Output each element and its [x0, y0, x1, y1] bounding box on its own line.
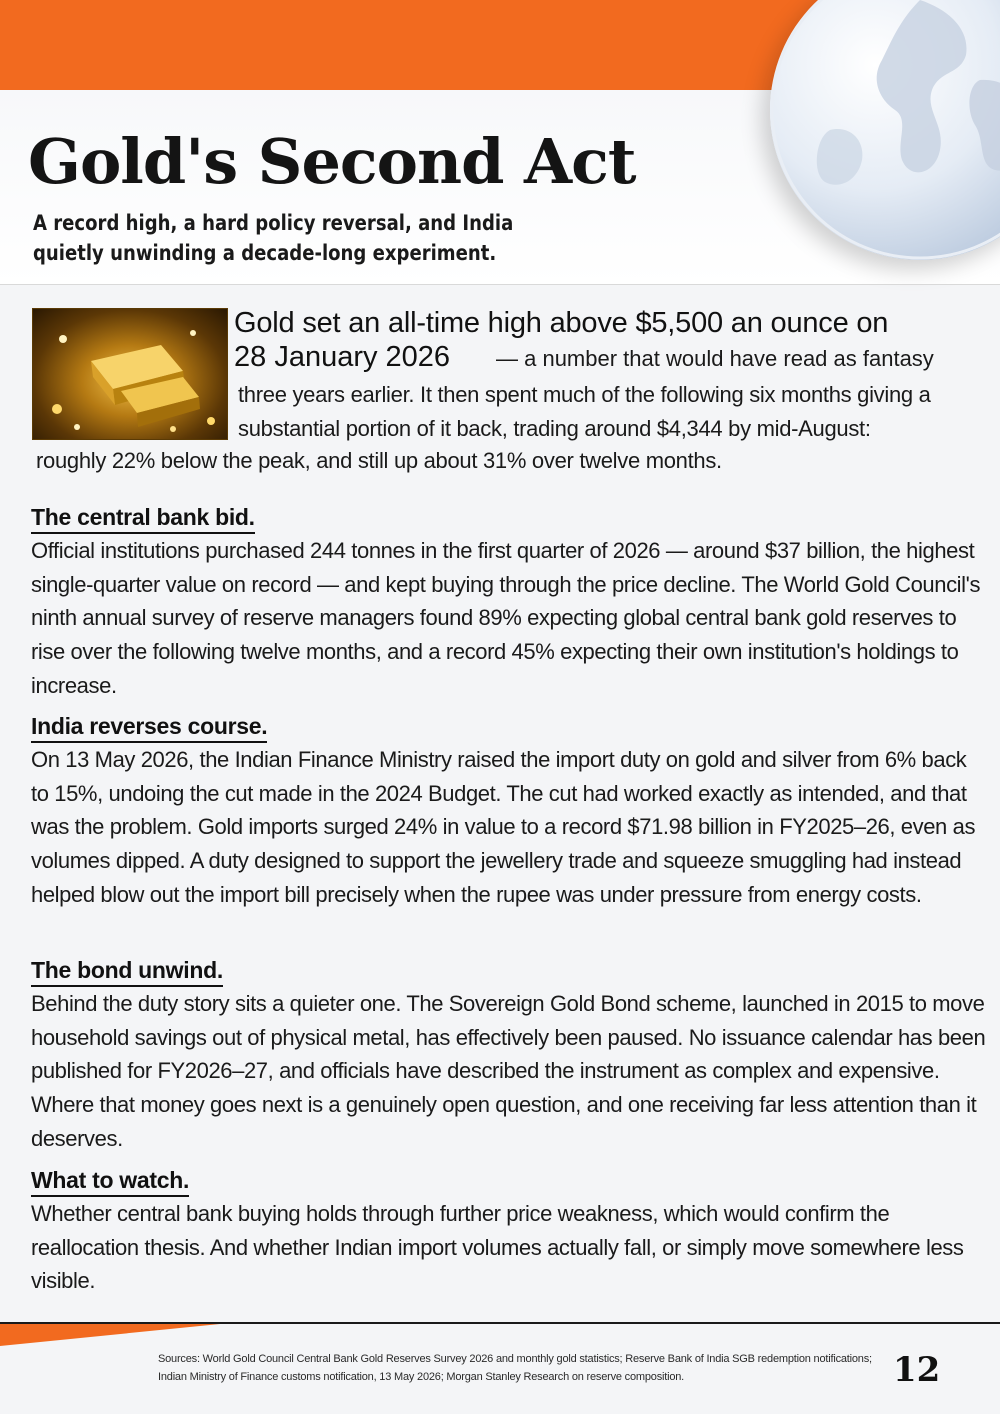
sources-note: Sources: World Gold Council Central Bank Gold Reserves Survey 2026 and monthly gold statistics; Reserve Bank of India SGB redemption notifications; Indian Ministry of Finance customs notification, 13 May 2026; Morgan Stanley Research on reserve composition. [158, 1353, 872, 1383]
footer-accent [0, 1324, 220, 1346]
section-body-india: On 13 May 2026, the Indian Finance Ministry raised the import duty on gold and silver from 6% back to 15%, undoing the cut made in the 2024 Budget. The cut had worked exactly as intended, and that was the problem. Gold imports surged 24% in value to a record $71.98 billion in FY2025–26, even as volumes dipped. A duty designed to support the jewellery trade and squeeze smuggling had instead helped blow out the import bill precisely when the rupee was under pressure from energy costs. [31, 747, 976, 907]
gold-bars-image [32, 308, 228, 440]
section-heading-central-bank: The central bank bid. [31, 503, 255, 534]
lead-headline-date: 28 January 2026 [234, 341, 451, 373]
lead-body-last-line: roughly 22% below the peak, and still up about 31% over twelve months. [36, 448, 722, 473]
section-heading-bond: The bond unwind. [31, 956, 223, 987]
globe-icon [770, 0, 1000, 260]
section-heading-india: India reverses course. [31, 712, 267, 743]
page-number: 12 [893, 1350, 941, 1390]
orange-top-bar [0, 0, 840, 90]
lead-headline: Gold set an all-time high above $5,500 an ounce on [234, 307, 889, 339]
lead-headline-tail: — a number that would have read as fantasy [496, 346, 934, 371]
section-heading-watch: What to watch. [31, 1166, 189, 1197]
section-body-watch: Whether central bank buying holds through further price weakness, which would confirm the reallocation thesis. And whether Indian import volumes actually fall, or simply move somewhere less visible. [31, 1201, 964, 1294]
header-divider [0, 284, 1000, 285]
page-subtitle: A record high, a hard policy reversal, and India quietly unwinding a decade-long experiment. [33, 211, 514, 265]
section-body-central-bank: Official institutions purchased 244 tonnes in the first quarter of 2026 — around $37 billion, the highest single-quarter value on record — and kept buying through the price decline. The World Gold Council's ninth annual survey of reserve managers found 89% expecting global central bank gold reserves to rise over the following twelve months, and a record 45% expecting their own institution's holdings to increase. [31, 538, 981, 698]
lead-body: three years earlier. It then spent much of the following six months giving a substantial portion of it back, trading around $4,344 by mid-August: [238, 382, 931, 441]
page-title: Gold's Second Act [28, 125, 636, 198]
section-body-bond: Behind the duty story sits a quieter one. The Sovereign Gold Bond scheme, launched in 2015 to move household savings out of physical metal, has effectively been paused. No issuance calendar has been published for FY2026–27, and officials have described the instrument as complex and expensive. Where that money goes next is a genuinely open question, and one receiving far less attention than it deserves. [31, 991, 986, 1151]
